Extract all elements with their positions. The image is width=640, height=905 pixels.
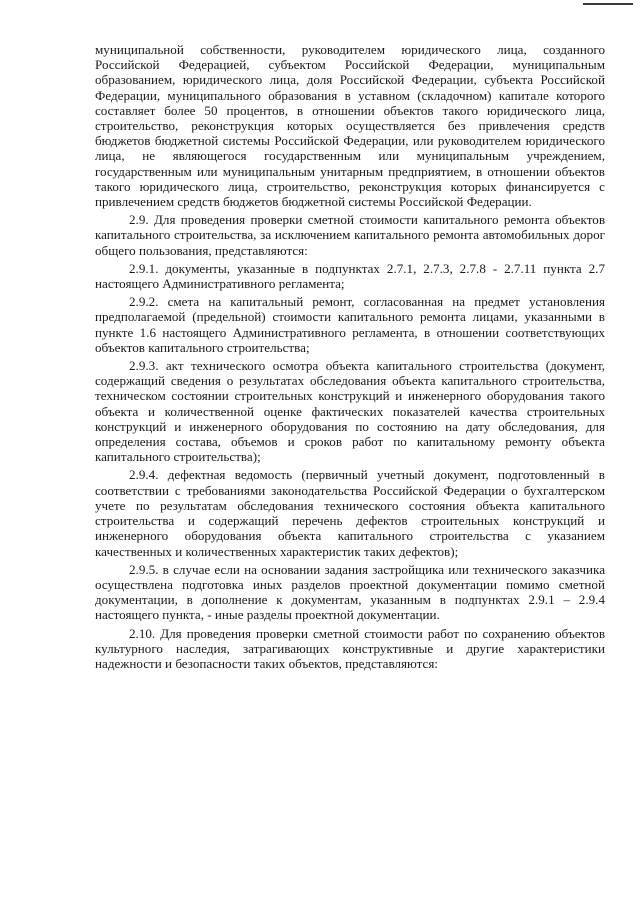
paragraph-2-9-5: 2.9.5. в случае если на основании задания застройщика или технического заказчика осуществлена подготовка иных разделов проектной документации помимо сметной документации, в дополнение к документам, указанным в подпунктах 2.9.1 – 2.9.4 настоящего пункта, - иные разделы проектной документации.	[95, 561, 605, 623]
paragraph-continuation: муниципальной собственности, руководителем юридического лица, созданного Российской Федерацией, субъектом Российской Федерации, муниципальным образованием, юридического лица, доля Российской Федерации, субъекта Российской Федерации, муниципального образования в уставном (складочном) капитале которого составляет более 50 процентов, в отношении объектов такого юридического лица, строительство, реконструкция которых осуществляется без привлечения средств бюджетов бюджетной системы Российской Федерации, или руководителем юридического лица, не являющегося государственным или муниципальным учреждением, государственным или муниципальным унитарным предприятием, в отношении объектов такого юридического лица, строительство, реконструкция которых финансируется с привлечением средств бюджетов бюджетной системы Российской Федерации.	[95, 42, 605, 210]
paragraph-2-9-4: 2.9.4. дефектная ведомость (первичный учетный документ, подготовленный в соответствии с требованиями законодательства Российской Федерации о бухгалтерском учете по результатам обследования технического состояния объекта капитального строительства и содержащий перечень дефектов строительных конструкций и инженерного оборудования объекта капитального строительства с указанием качественных и количественных характеристик таких дефектов);	[95, 467, 605, 559]
page-edge-mark	[583, 3, 633, 5]
paragraph-2-9-2: 2.9.2. смета на капитальный ремонт, согласованная на предмет установления предполагаемой (предельной) стоимости капитального ремонта лицами, указанными в пункте 1.6 настоящего Административного регламента, в отношении соответствующих объектов капитального строительства;	[95, 294, 605, 355]
paragraph-2-9: 2.9. Для проведения проверки сметной стоимости капитального ремонта объектов капитального строительства, за исключением капитального ремонта автомобильных дорог общего пользования, представляются:	[95, 212, 605, 258]
paragraph-2-10: 2.10. Для проведения проверки сметной стоимости работ по сохранению объектов культурного наследия, затрагивающих конструктивные и другие характеристики надежности и безопасности таких объектов, представляются:	[95, 625, 605, 671]
paragraph-2-9-3: 2.9.3. акт технического осмотра объекта капитального строительства (документ, содержащий сведения о результатах обследования объекта капитального строительства, техническом состоянии строительных конструкций и инженерного оборудования такого объекта и количественной оценке фактических показателей качества строительных конструкций и инженерного оборудования по состоянию на дату обследования, для определения состава, объемов и сроков работ по капитальному ремонту объекта капитального строительства);	[95, 358, 605, 465]
paragraph-2-9-1: 2.9.1. документы, указанные в подпунктах 2.7.1, 2.7.3, 2.7.8 - 2.7.11 пункта 2.7 настоящего Административного регламента;	[95, 260, 605, 292]
document-body	[95, 42, 605, 674]
